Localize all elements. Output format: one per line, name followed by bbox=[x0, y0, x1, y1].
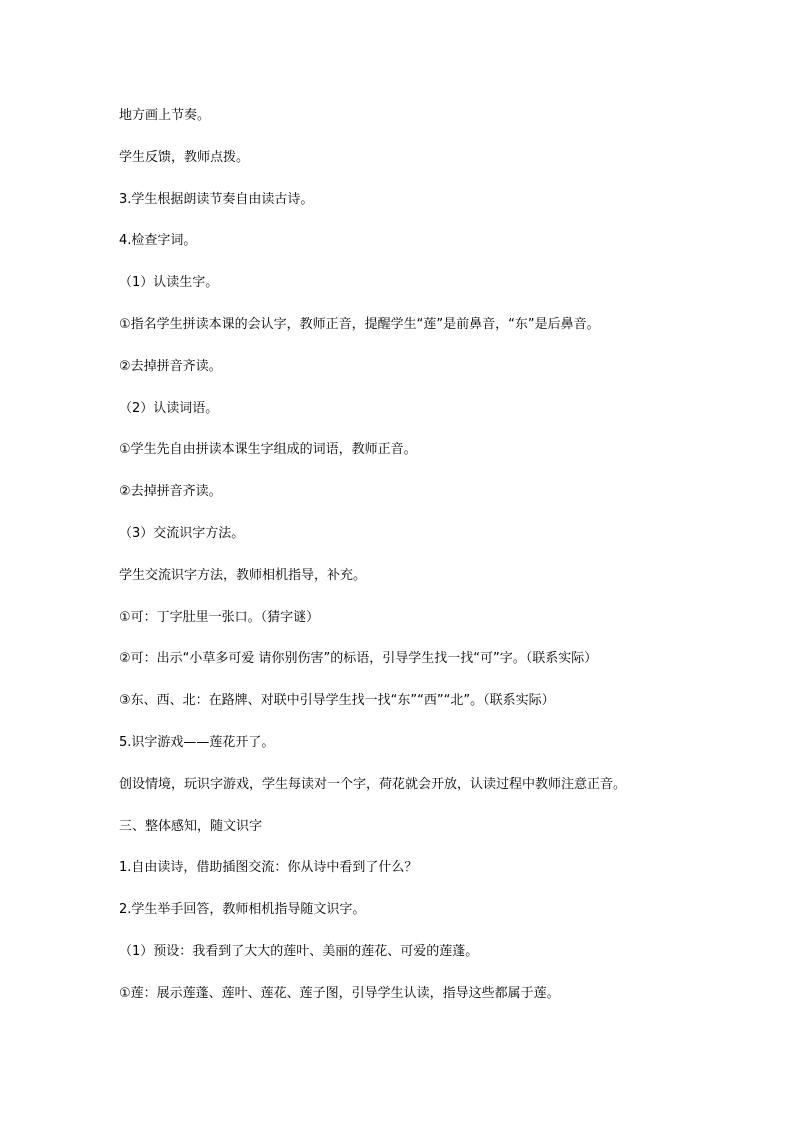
paragraph-line: （1）预设：我看到了大大的莲叶、美丽的莲花、可爱的莲蓬。 bbox=[119, 943, 479, 959]
paragraph-line: 学生交流识字方法，教师相机指导，补充。 bbox=[119, 567, 367, 583]
document-body bbox=[119, 106, 699, 1026]
paragraph-line: ①莲：展示莲蓬、莲叶、莲花、莲子图，引导学生认读，指导这些都属于莲。 bbox=[119, 985, 560, 1001]
paragraph-line: 5.识字游戏——莲花开了。 bbox=[119, 734, 275, 750]
paragraph-line: ①指名学生拼读本课的会认字，教师正音，提醒学生“莲”是前鼻音，“东”是后鼻音。 bbox=[119, 316, 600, 332]
paragraph-line: （1）认读生字。 bbox=[119, 275, 219, 291]
paragraph-line: 1.自由读诗，借助插图交流：你从诗中看到了什么？ bbox=[119, 860, 418, 876]
paragraph-line: （3）交流识字方法。 bbox=[119, 525, 245, 541]
paragraph-line: ①学生先自由拼读本课生字组成的词语，教师正音。 bbox=[119, 442, 417, 458]
paragraph-line: ②去掉拼音齐读。 bbox=[119, 358, 222, 374]
paragraph-line: ①可：丁字肚里一张口。（猜字谜） bbox=[119, 609, 320, 625]
paragraph-line: ③东、西、北：在路牌、对联中引导学生找一找“东”“西”“北”。（联系实际） bbox=[119, 693, 555, 709]
paragraph-line: 2.学生举手回答，教师相机指导随文识字。 bbox=[119, 902, 366, 918]
paragraph-line: 4.检查字词。 bbox=[119, 233, 197, 249]
paragraph-line: 3.学生根据朗读节奏自由读古诗。 bbox=[119, 191, 314, 207]
paragraph-line: 创设情境，玩识字游戏，学生每读对一个字，荷花就会开放，认读过程中教师注意正音。 bbox=[119, 776, 627, 792]
paragraph-line: ②去掉拼音齐读。 bbox=[119, 484, 222, 500]
paragraph-line: 地方画上节奏。 bbox=[119, 108, 211, 123]
paragraph-line: （2）认读词语。 bbox=[119, 400, 219, 416]
paragraph-line: ②可：出示“小草多可爱 请你别伤害”的标语，引导学生找一找“可”字。（联系实际） bbox=[119, 651, 598, 667]
section-heading: 三、整体感知，随文识字 bbox=[119, 818, 263, 834]
paragraph-line: 学生反馈，教师点拨。 bbox=[119, 149, 250, 165]
